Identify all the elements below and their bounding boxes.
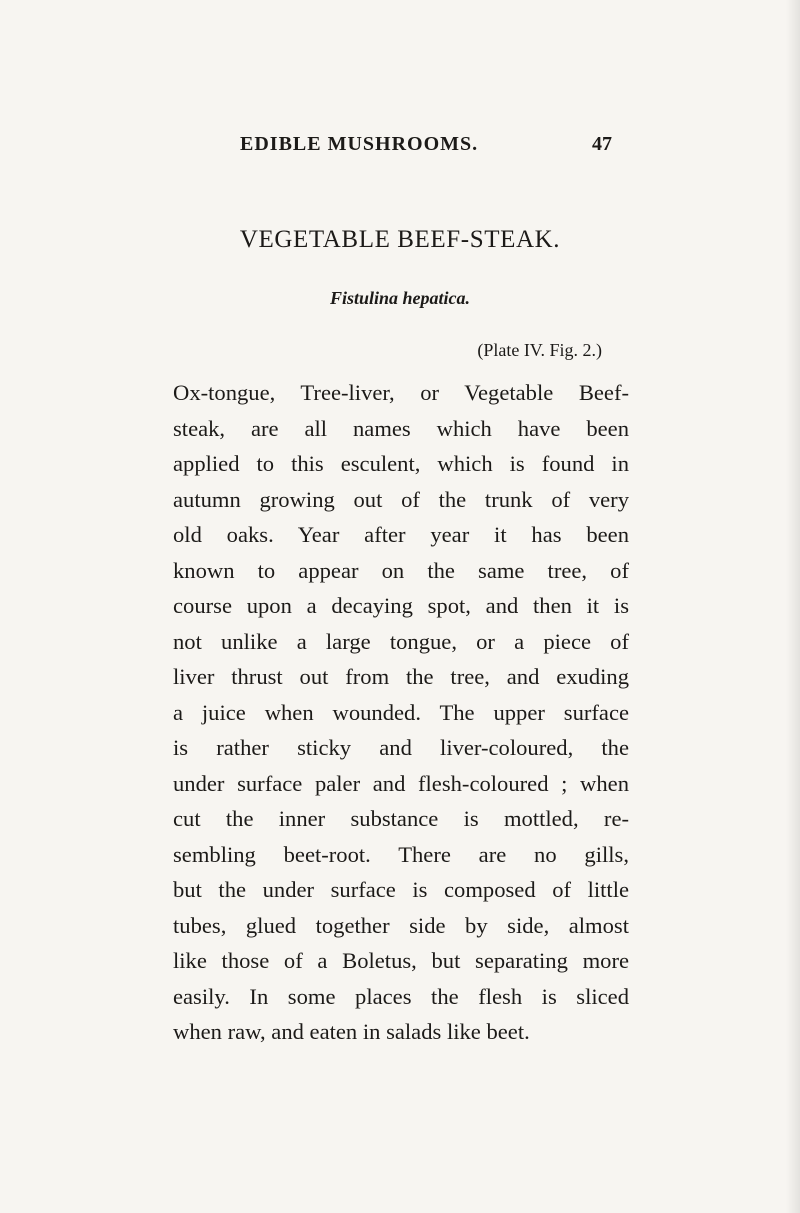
running-head	[240, 133, 612, 163]
body-paragraph	[173, 375, 629, 1050]
body-line: tubes, glued together side by side, almost	[173, 912, 629, 938]
body-line: when raw, and eaten in salads like beet.	[173, 1019, 530, 1044]
body-line: old oaks. Year after year it has been	[173, 522, 629, 547]
body-line: is rather sticky and liver-coloured, the	[173, 735, 629, 760]
body-line: a juice when wounded. The upper surface	[173, 699, 629, 725]
body-line: steak, are all names which have been	[173, 415, 629, 441]
body-line: autumn growing out of the trunk of very	[173, 486, 629, 512]
body-line: not unlike a large tongue, or a piece of	[173, 628, 629, 654]
running-title: EDIBLE MUSHROOMS.	[240, 133, 479, 155]
body-line: known to appear on the same tree, of	[173, 557, 629, 583]
body-line: sembling beet-root. There are no gills,	[173, 841, 629, 867]
body-line: Ox-tongue, Tree-liver, or Vegetable Beef-	[173, 380, 629, 405]
page-edge-shadow	[786, 0, 800, 1213]
body-line: under surface paler and flesh-coloured ; when	[173, 770, 629, 796]
plate-reference: (Plate IV. Fig. 2.)	[477, 340, 602, 360]
species-name: Fistulina hepatica.	[329, 288, 471, 308]
body-line: applied to this esculent, which is found in	[173, 451, 629, 476]
body-line: like those of a Boletus, but separating more	[173, 948, 629, 973]
body-line: liver thrust out from the tree, and exuding	[173, 664, 629, 689]
body-line: course upon a decaying spot, and then it is	[173, 593, 629, 618]
body-line: easily. In some places the flesh is sliced	[173, 983, 629, 1009]
article-title: VEGETABLE BEEF-STEAK.	[239, 226, 561, 253]
page-number: 47	[592, 133, 612, 155]
body-line: but the under surface is composed of little	[173, 877, 629, 902]
body-line: cut the inner substance is mottled, re-	[173, 806, 629, 831]
